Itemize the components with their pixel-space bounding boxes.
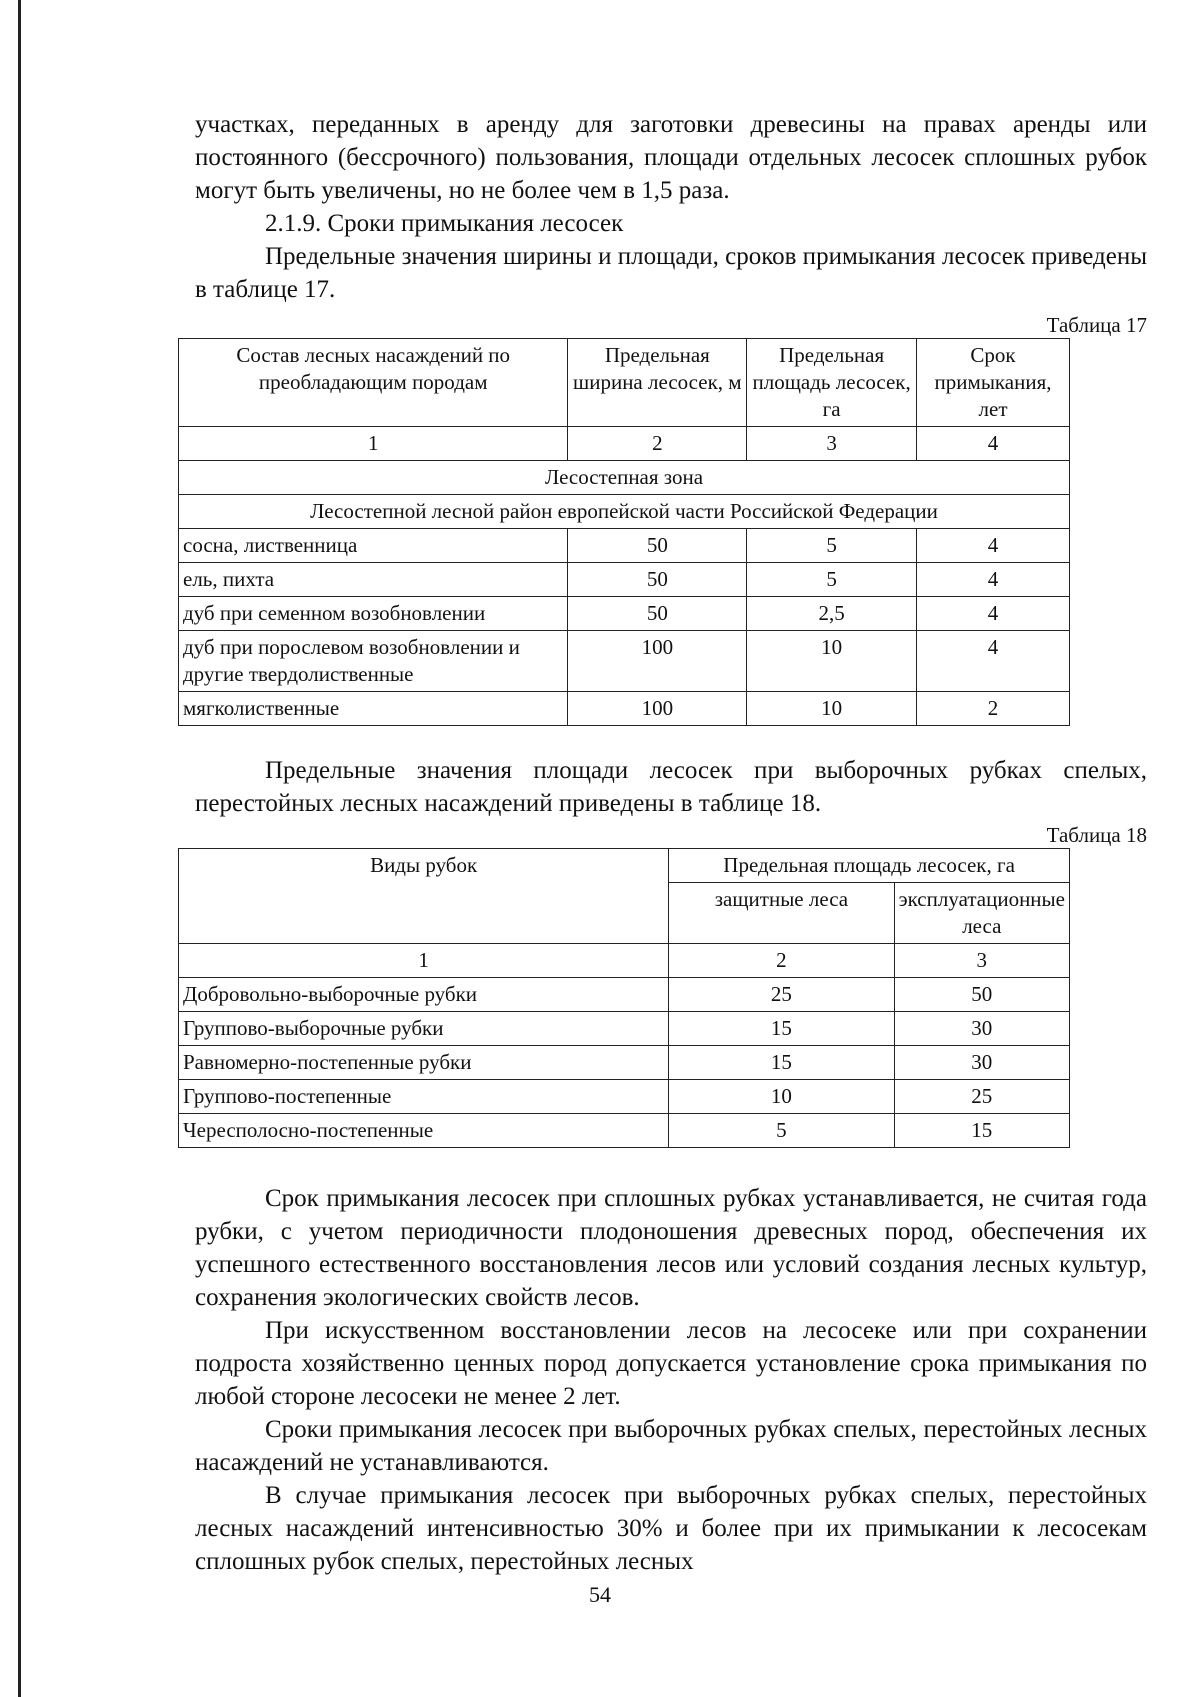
table-row (179, 1046, 1070, 1080)
table-row (179, 1114, 1070, 1148)
table18-number-cell: 1 (179, 944, 669, 978)
table-cell: 30 (894, 1012, 1069, 1046)
table17-zone-cell: Лесостепная зона (179, 461, 1070, 495)
table17-number-cell: 1 (179, 427, 568, 461)
section-heading: 2.1.9. Сроки примыкания лесосек (265, 210, 624, 237)
table17-number-cell: 2 (568, 427, 747, 461)
table-cell: 30 (894, 1046, 1069, 1080)
table18 (178, 848, 1070, 1148)
table-cell: 5 (747, 563, 917, 597)
table-cell: 100 (568, 631, 747, 692)
table-cell: 4 (917, 631, 1070, 692)
table-cell: дуб при семенном возобновлении (179, 597, 568, 631)
table17-header-cell: Срок примыкания, лет (917, 339, 1070, 427)
document-page (183, 108, 1147, 1578)
paragraph-table18-intro: Предельные значения площади лесосек при выборочных рубках спелых, перестойных лесных насаждений приведены в таблице 18. (195, 757, 1147, 817)
table17-number-row (179, 427, 1070, 461)
table-cell: 50 (894, 978, 1069, 1012)
scan-edge-line (18, 0, 21, 1697)
table17-header-cell: Состав лесных насаждений по преобладающим породам (179, 339, 568, 427)
table18-header-cell: Виды рубок (179, 849, 669, 944)
table-cell: 5 (669, 1114, 894, 1148)
table-cell: мягколиственные (179, 692, 568, 726)
table-row (179, 529, 1070, 563)
table17-caption: Таблица 17 (1046, 313, 1147, 337)
table-cell: Группово-выборочные рубки (179, 1012, 669, 1046)
table-cell: 15 (669, 1046, 894, 1080)
paragraph-adjacency-term: Срок примыкания лесосек при сплошных рубках устанавливается, не считая года рубки, с учетом периодичности плодоношения древесных пород, обеспечения их успешного естественного восстановления лесов или условий создания лесных культур, сохранения экологических свойств лесов. (195, 1185, 1147, 1311)
table-cell: Группово-постепенные (179, 1080, 669, 1114)
table-cell: 4 (917, 563, 1070, 597)
table17-number-cell: 3 (747, 427, 917, 461)
table-cell: сосна, лиственница (179, 529, 568, 563)
table-row (179, 597, 1070, 631)
table17 (178, 338, 1070, 726)
paragraph-selective-cutting: Сроки примыкания лесосек при выборочных рубках спелых, перестойных лесных насаждений не устанавливаются. (195, 1416, 1147, 1476)
table-row (179, 692, 1070, 726)
table-cell: дуб при порослевом возобновлении и другие твердолиственные (179, 631, 568, 692)
table18-caption: Таблица 18 (1046, 823, 1147, 847)
table17-number-cell: 4 (917, 427, 1070, 461)
page-number: 54 (589, 1582, 611, 1607)
table-cell: 50 (568, 529, 747, 563)
table-cell: ель, пихта (179, 563, 568, 597)
table17-district-row (179, 495, 1070, 529)
table-cell: 4 (917, 529, 1070, 563)
table17-zone-row (179, 461, 1070, 495)
table18-number-cell: 2 (669, 944, 894, 978)
table-cell: Чересполосно-постепенные (179, 1114, 669, 1148)
table-cell: 50 (568, 563, 747, 597)
paragraph-continuation: участках, переданных в аренду для заготовки древесины на правах аренды или постоянного (бессрочного) пользования, площади отдельных лесосек сплошных рубок могут быть увеличены, но не более чем в 1,5 раза. (195, 111, 1147, 204)
table-cell: Равномерно-постепенные рубки (179, 1046, 669, 1080)
table-cell: Добровольно-выборочные рубки (179, 978, 669, 1012)
table18-header-row (179, 849, 1070, 883)
table-row (179, 1012, 1070, 1046)
table-cell: 10 (747, 631, 917, 692)
table18-number-row (179, 944, 1070, 978)
table-cell: 2 (917, 692, 1070, 726)
table-row (179, 1080, 1070, 1114)
table-row (179, 563, 1070, 597)
table-cell: 15 (894, 1114, 1069, 1148)
table-row (179, 631, 1070, 692)
table-cell: 10 (747, 692, 917, 726)
table-cell: 25 (669, 978, 894, 1012)
table-cell: 15 (669, 1012, 894, 1046)
table-row (179, 978, 1070, 1012)
table-cell: 10 (669, 1080, 894, 1114)
table17-district-cell: Лесостепной лесной район европейской части Российской Федерации (179, 495, 1070, 529)
table18-number-cell: 3 (894, 944, 1069, 978)
table17-header-cell: Предельная площадь лесосек, га (747, 339, 917, 427)
table-cell: 25 (894, 1080, 1069, 1114)
paragraph-artificial-restoration: При искусственном восстановлении лесов на лесосеке или при сохранении подроста хозяйственно ценных пород допускается установление срока примыкания по любой стороне лесосеки не менее 2 лет. (195, 1317, 1147, 1410)
paragraph-intensity-case: В случае примыкания лесосек при выборочных рубках спелых, перестойных лесных насаждений интенсивностью 30% и более при их примыкании к лесосекам сплошных рубок спелых, перестойных лесных (195, 1482, 1147, 1575)
table18-subheader-cell: эксплуатационные леса (894, 883, 1069, 944)
table-cell: 50 (568, 597, 747, 631)
table18-header-cell: Предельная площадь лесосек, га (669, 849, 1070, 883)
table-cell: 100 (568, 692, 747, 726)
table18-subheader-cell: защитные леса (669, 883, 894, 944)
table-cell: 4 (917, 597, 1070, 631)
paragraph-table17-intro: Предельные значения ширины и площади, сроков примыкания лесосек приведены в таблице 17. (195, 243, 1147, 303)
table-cell: 2,5 (747, 597, 917, 631)
table-cell: 5 (747, 529, 917, 563)
table17-header-cell: Предельная ширина лесосек, м (568, 339, 747, 427)
table17-header-row (179, 339, 1070, 427)
